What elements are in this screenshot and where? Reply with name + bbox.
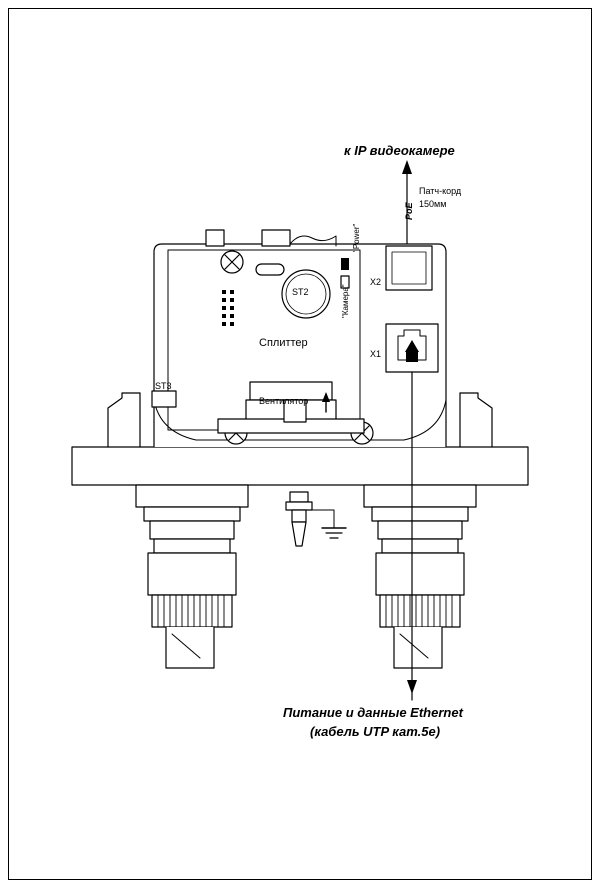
mounting-flange (72, 447, 528, 485)
label-power-ethernet-line2: (кабель UTP кат.5е) (310, 724, 441, 739)
label-led-power: "Power" (352, 223, 361, 252)
cable-gland-right (364, 485, 476, 668)
label-poe: PoE (404, 202, 414, 220)
pcb-oval-pad (256, 264, 284, 275)
component-st3 (152, 391, 176, 407)
label-patch-cord-line2: 150мм (419, 199, 447, 209)
label-fan: Вентилятор (259, 396, 309, 406)
screw (221, 251, 243, 273)
label-st2: ST2 (292, 287, 309, 297)
label-to-ip-camera: к IP видеокамере (344, 143, 455, 158)
label-connector-x1: X1 (370, 349, 382, 359)
label-splitter: Сплиттер (259, 337, 308, 349)
cable-gland-left (136, 485, 248, 668)
connector-x2 (386, 246, 432, 290)
ground-terminal (286, 492, 346, 546)
connector-x1 (386, 324, 438, 372)
label-connector-x2: X2 (370, 277, 382, 287)
label-patch-cord-line1: Патч-корд (419, 186, 462, 196)
label-led-camera: "Камера" (341, 284, 350, 318)
label-st3: ST3 (155, 381, 172, 391)
label-power-ethernet-line1: Питание и данные Ethernet (283, 705, 463, 720)
